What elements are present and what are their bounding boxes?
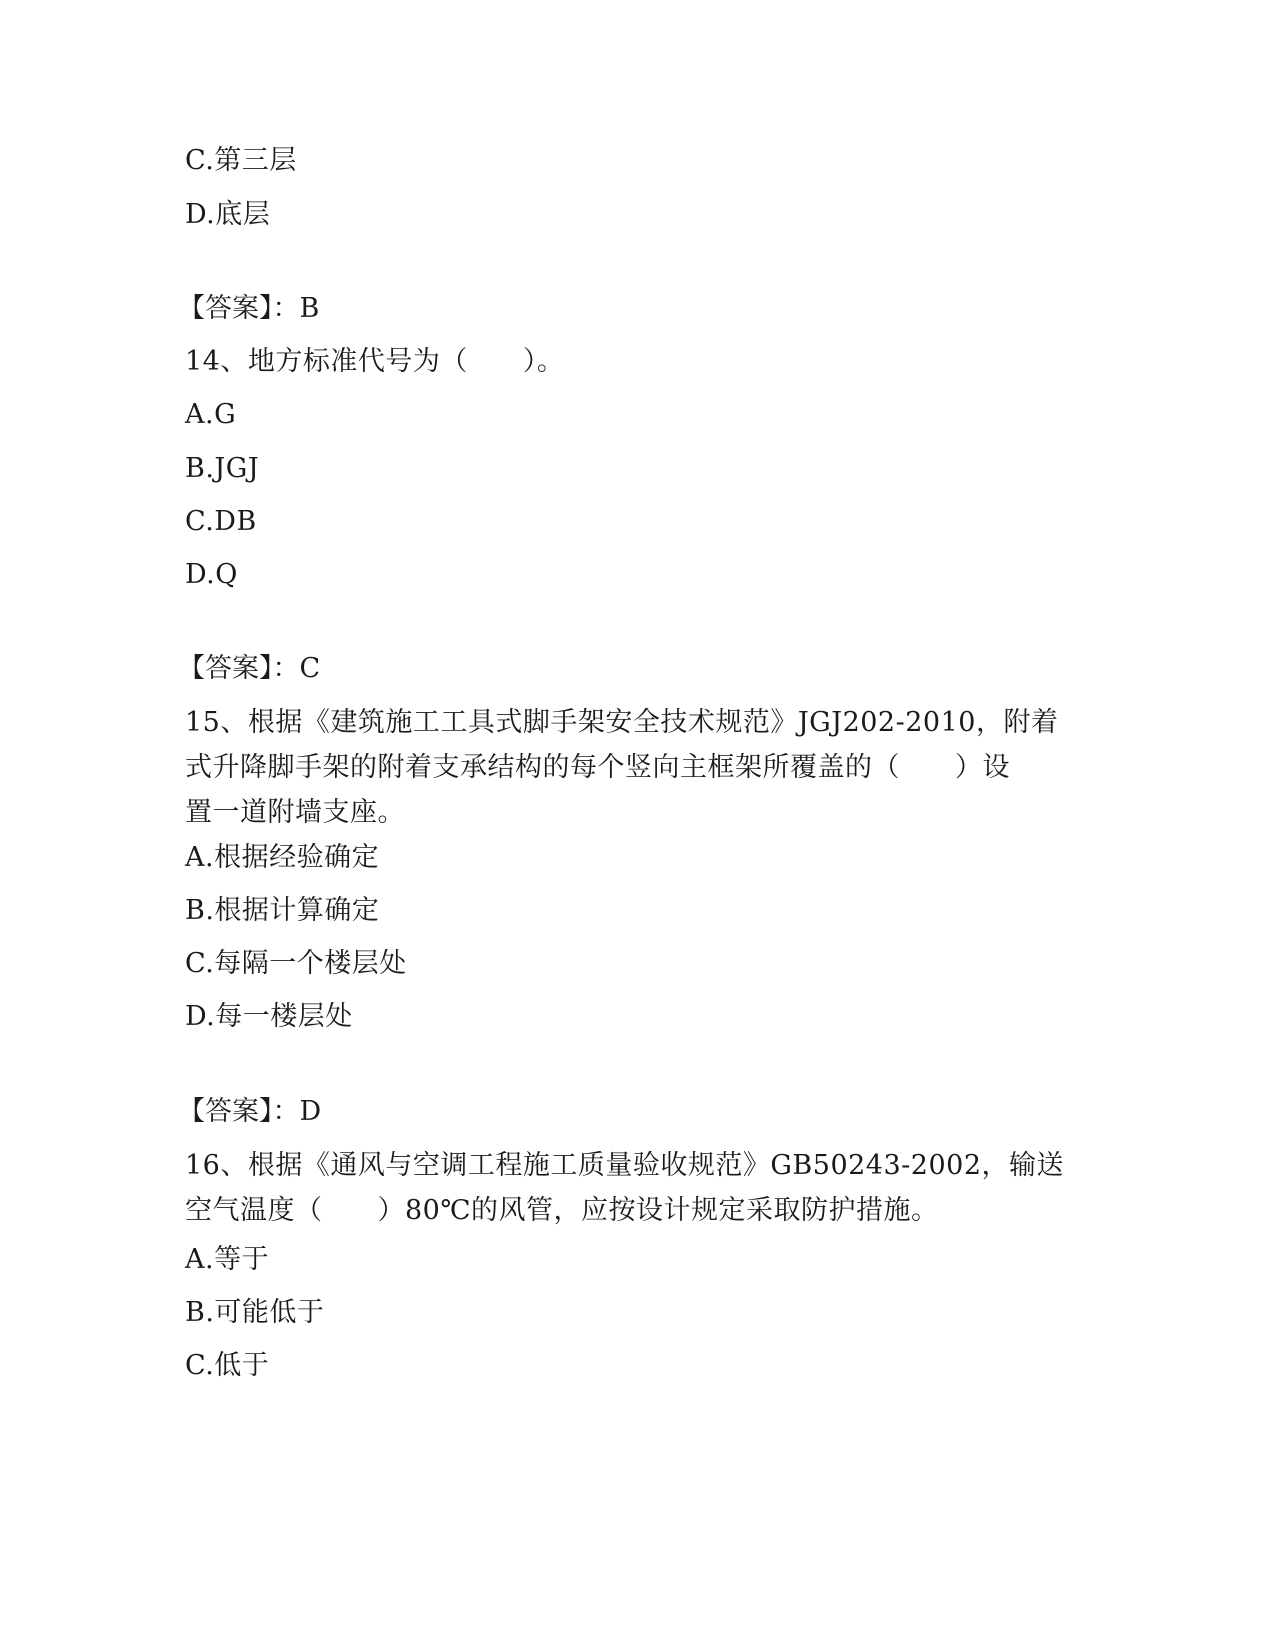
option-b-q16: B.可能低于: [185, 1297, 325, 1328]
question-15-line-1: 15、根据《建筑施工工具式脚手架安全技术规范》JGJ202-2010，附着: [185, 707, 1059, 738]
option-c-q16: C.低于: [185, 1350, 270, 1381]
option-a-q16: A.等于: [185, 1244, 270, 1275]
option-c-q15: C.每隔一个楼层处: [185, 948, 407, 979]
option-a-q14: A.G: [185, 399, 237, 430]
option-d-q14: D.Q: [185, 559, 238, 590]
question-14-stem: 14、地方标准代号为（ ）。: [185, 346, 565, 377]
option-c-q13: C.第三层: [185, 145, 297, 176]
question-16-stem: [185, 1143, 1085, 1233]
option-d-q15: D.每一楼层处: [185, 1001, 353, 1032]
question-15-line-3: 置一道附墙支座。: [185, 797, 405, 828]
answer-q14: 【答案】：C: [178, 653, 321, 684]
question-15-stem: [185, 700, 1085, 835]
option-c-q14: C.DB: [185, 506, 257, 537]
option-b-q14: B.JGJ: [185, 453, 260, 484]
option-d-q13: D.底层: [185, 199, 271, 230]
question-15-line-2: 式升降脚手架的附着支承结构的每个竖向主框架所覆盖的（ ）设: [185, 752, 1010, 783]
question-16-line-1: 16、根据《通风与空调工程施工质量验收规范》GB50243-2002，输送: [185, 1150, 1064, 1181]
answer-q15: 【答案】：D: [178, 1096, 322, 1127]
answer-q13: 【答案】：B: [178, 293, 320, 324]
option-b-q15: B.根据计算确定: [185, 895, 380, 926]
option-a-q15: A.根据经验确定: [185, 842, 380, 873]
question-16-line-2: 空气温度（ ）80℃的风管，应按设计规定采取防护措施。: [185, 1195, 939, 1226]
